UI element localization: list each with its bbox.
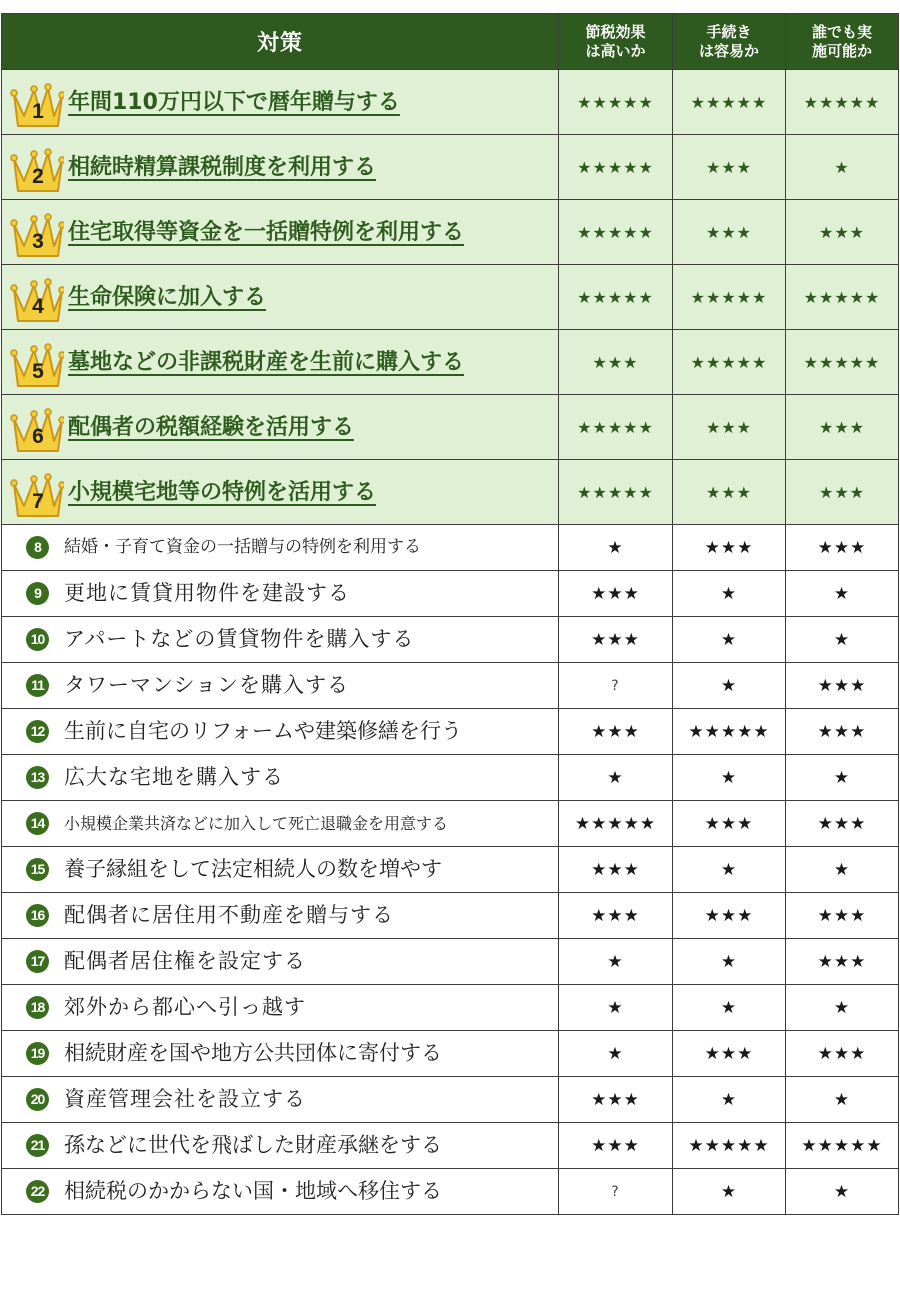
procedure-rating: ★★★: [673, 525, 786, 571]
measure-row: [2, 617, 899, 663]
feasible-rating: ★★★: [786, 709, 899, 755]
effect-rating: ★★★★★: [559, 135, 673, 200]
effect-rating: ★★★★★: [559, 460, 673, 525]
feasible-rating: ★★★★★: [786, 330, 899, 395]
number-badge: 11: [26, 674, 49, 697]
rank-number: 2: [32, 165, 44, 188]
procedure-rating: ★★★: [673, 1031, 786, 1077]
feasible-rating: ★★★: [786, 460, 899, 525]
measure-row: [2, 525, 899, 571]
procedure-rating: ★: [673, 847, 786, 893]
measure-row: [2, 1077, 899, 1123]
measure-title: 更地に賃貸用物件を建設する: [64, 581, 350, 605]
measure-cell: [2, 70, 559, 135]
measure-cell: [2, 135, 559, 200]
procedure-rating: ★: [673, 571, 786, 617]
feasible-rating: ★★★★★: [786, 1123, 899, 1169]
procedure-rating: ★★★: [673, 893, 786, 939]
measure-title-link[interactable]: 相続時精算課税制度を利用する: [68, 155, 377, 180]
feasible-rating: ★★★: [786, 939, 899, 985]
measure-row: [2, 663, 899, 709]
effect-rating: ★★★: [559, 330, 673, 395]
procedure-rating: ★★★★★: [673, 70, 786, 135]
measure-cell: [2, 939, 559, 985]
measure-title: 結婚・子育て資金の一括贈与の特例を利用する: [64, 537, 421, 557]
top-ranked-row: [2, 395, 899, 460]
header-feasible: [786, 14, 899, 70]
header-effect-line2: は高いか: [585, 41, 646, 60]
measure-cell: [2, 893, 559, 939]
crown-icon: [10, 407, 64, 453]
number-badge: 12: [26, 720, 49, 743]
measure-row: [2, 847, 899, 893]
rank-number: 3: [32, 230, 44, 253]
feasible-rating: ★★★: [786, 1031, 899, 1077]
feasible-rating: ★: [786, 135, 899, 200]
top-ranked-row: [2, 70, 899, 135]
number-badge: 8: [26, 536, 49, 559]
measure-row: [2, 571, 899, 617]
top-ranked-row: [2, 200, 899, 265]
feasible-rating: ★: [786, 1169, 899, 1215]
crown-icon: [10, 342, 64, 388]
rank-number: 6: [32, 425, 44, 448]
crown-icon: [10, 82, 64, 128]
feasible-rating: ★★★: [786, 893, 899, 939]
effect-rating: ★★★★★: [559, 200, 673, 265]
number-badge: 13: [26, 766, 49, 789]
effect-rating: ★★★★★: [559, 801, 673, 847]
crown-icon: [10, 147, 64, 193]
procedure-rating: ★★★: [673, 395, 786, 460]
measure-row: [2, 1031, 899, 1077]
feasible-rating: ★★★: [786, 200, 899, 265]
number-badge: 20: [26, 1088, 49, 1111]
measure-title: 生前に自宅のリフォームや建築修繕を行う: [64, 719, 462, 743]
measure-cell: [2, 460, 559, 525]
feasible-rating: ★★★: [786, 801, 899, 847]
effect-rating: ★★★: [559, 1123, 673, 1169]
number-badge: 10: [26, 628, 49, 651]
number-badge: 21: [26, 1134, 49, 1157]
measure-row: [2, 939, 899, 985]
effect-rating: ?: [559, 1169, 673, 1215]
measure-cell: [2, 1077, 559, 1123]
measure-cell: [2, 525, 559, 571]
measure-cell: [2, 330, 559, 395]
measure-title-link[interactable]: 年間110万円以下で暦年贈与する: [68, 90, 400, 115]
measure-title: 小規模企業共済などに加入して死亡退職金を用意する: [64, 814, 449, 833]
measure-cell: [2, 1031, 559, 1077]
feasible-rating: ★: [786, 571, 899, 617]
effect-rating: ★: [559, 985, 673, 1031]
effect-rating: ★: [559, 755, 673, 801]
measure-title: 相続税のかからない国・地域へ移住する: [64, 1179, 442, 1203]
feasible-rating: ★: [786, 755, 899, 801]
number-badge: 15: [26, 858, 49, 881]
measure-title: 配偶者に居住用不動産を贈与する: [64, 903, 394, 927]
measures-table: [1, 13, 899, 1215]
feasible-rating: ★★★: [786, 395, 899, 460]
measure-cell: [2, 1169, 559, 1215]
measure-cell: [2, 395, 559, 460]
rank-number: 1: [32, 100, 44, 123]
measure-cell: [2, 755, 559, 801]
measure-row: [2, 801, 899, 847]
procedure-rating: ★: [673, 985, 786, 1031]
effect-rating: ★★★: [559, 893, 673, 939]
header-procedure: [673, 14, 786, 70]
measure-title: 広大な宅地を購入する: [64, 765, 284, 789]
measure-row: [2, 709, 899, 755]
procedure-rating: ★★★★★: [673, 330, 786, 395]
feasible-rating: ★: [786, 617, 899, 663]
measure-title-link[interactable]: 生命保険に加入する: [68, 285, 267, 310]
procedure-rating: ★: [673, 1077, 786, 1123]
measure-title: タワーマンションを購入する: [64, 673, 350, 697]
feasible-rating: ★: [786, 1077, 899, 1123]
header-procedure-line2: は容易か: [698, 41, 759, 60]
top-ranked-row: [2, 330, 899, 395]
measure-row: [2, 985, 899, 1031]
number-badge: 18: [26, 996, 49, 1019]
effect-rating: ★★★: [559, 847, 673, 893]
effect-rating: ★: [559, 1031, 673, 1077]
procedure-rating: ★: [673, 663, 786, 709]
crown-icon: [10, 472, 64, 518]
measures-table-wrapper: [1, 13, 898, 1215]
procedure-rating: ★★★★★: [673, 265, 786, 330]
effect-rating: ★★★: [559, 571, 673, 617]
procedure-rating: ★★★: [673, 801, 786, 847]
effect-rating: ★★★: [559, 617, 673, 663]
header-row: [2, 14, 899, 70]
effect-rating: ?: [559, 663, 673, 709]
measure-title: 資産管理会社を設立する: [64, 1087, 306, 1111]
feasible-rating: ★★★: [786, 663, 899, 709]
number-badge: 16: [26, 904, 49, 927]
effect-rating: ★★★★★: [559, 265, 673, 330]
number-badge: 19: [26, 1042, 49, 1065]
measure-cell: [2, 1123, 559, 1169]
crown-icon: [10, 212, 64, 258]
procedure-rating: ★★★: [673, 135, 786, 200]
procedure-rating: ★★★★★: [673, 1123, 786, 1169]
number-badge: 22: [26, 1180, 49, 1203]
measure-title-link[interactable]: 小規模宅地等の特例を活用する: [68, 480, 377, 505]
feasible-rating: ★★★★★: [786, 265, 899, 330]
number-badge: 9: [26, 582, 49, 605]
measure-row: [2, 1169, 899, 1215]
header-effect: [559, 14, 673, 70]
measure-cell: [2, 571, 559, 617]
measure-row: [2, 1123, 899, 1169]
effect-rating: ★★★★★: [559, 70, 673, 135]
measure-row: [2, 893, 899, 939]
effect-rating: ★: [559, 525, 673, 571]
measure-cell: [2, 801, 559, 847]
procedure-rating: ★: [673, 939, 786, 985]
rank-number: 4: [32, 295, 44, 318]
measure-cell: [2, 847, 559, 893]
top-ranked-row: [2, 135, 899, 200]
number-badge: 14: [26, 812, 49, 835]
feasible-rating: ★: [786, 847, 899, 893]
measure-cell: [2, 985, 559, 1031]
feasible-rating: ★★★: [786, 525, 899, 571]
header-procedure-line1: 手続き: [706, 22, 752, 41]
measure-title: 郊外から都心へ引っ越す: [64, 995, 306, 1019]
top-ranked-row: [2, 265, 899, 330]
effect-rating: ★★★: [559, 1077, 673, 1123]
crown-icon: [10, 277, 64, 323]
header-measure: 対策: [2, 14, 559, 70]
measure-title: アパートなどの賃貸物件を購入する: [64, 627, 415, 651]
header-effect-line1: 節税効果: [585, 22, 646, 41]
table-body: [2, 70, 899, 1215]
measure-title: 配偶者居住権を設定する: [64, 949, 306, 973]
rank-number: 5: [32, 360, 44, 383]
effect-rating: ★★★★★: [559, 395, 673, 460]
measure-row: [2, 755, 899, 801]
feasible-rating: ★★★★★: [786, 70, 899, 135]
procedure-rating: ★: [673, 755, 786, 801]
measure-title-link[interactable]: 配偶者の税額経験を活用する: [68, 415, 355, 440]
procedure-rating: ★★★: [673, 460, 786, 525]
measure-cell: [2, 200, 559, 265]
measure-title: 孫などに世代を飛ばした財産承継をする: [64, 1133, 442, 1157]
effect-rating: ★★★: [559, 709, 673, 755]
procedure-rating: ★★★★★: [673, 709, 786, 755]
top-ranked-row: [2, 460, 899, 525]
measure-title-link[interactable]: 墓地などの非課税財産を生前に購入する: [68, 350, 465, 375]
procedure-rating: ★: [673, 1169, 786, 1215]
measure-title: 養子縁組をして法定相続人の数を増やす: [64, 857, 442, 881]
header-feasible-line2: 施可能か: [811, 41, 872, 60]
number-badge: 17: [26, 950, 49, 973]
measure-title: 相続財産を国や地方公共団体に寄付する: [64, 1041, 442, 1065]
measure-cell: [2, 265, 559, 330]
procedure-rating: ★★★: [673, 200, 786, 265]
measure-cell: [2, 663, 559, 709]
rank-number: 7: [32, 490, 44, 513]
procedure-rating: ★: [673, 617, 786, 663]
measure-cell: [2, 709, 559, 755]
feasible-rating: ★: [786, 985, 899, 1031]
measure-cell: [2, 617, 559, 663]
header-feasible-line1: 誰でも実: [811, 22, 872, 41]
effect-rating: ★: [559, 939, 673, 985]
measure-title-link[interactable]: 住宅取得等資金を一括贈特例を利用する: [68, 220, 465, 245]
